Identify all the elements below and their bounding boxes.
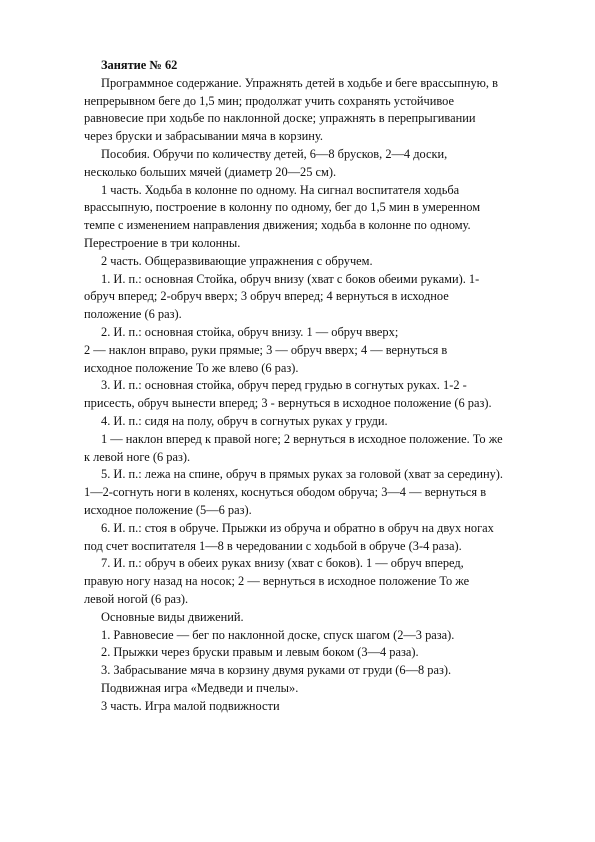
text-line: Перестроение в три колонны. bbox=[84, 235, 241, 250]
text-line: 2. Прыжки через бруски правым и левым боком (3—4 раза). bbox=[101, 645, 419, 660]
text-line: 1. И. п.: основная Стойка, обруч внизу (хват с боков обеими руками). 1- bbox=[101, 271, 480, 286]
text-line: присесть, обруч вынести вперед; 3 - вернуться в исходное положение (6 раз). bbox=[84, 396, 492, 411]
text-line: 2 часть. Общеразвивающие упражнения с обручем. bbox=[101, 253, 373, 268]
text-line: 1 часть. Ходьба в колонне по одному. На сигнал воспитателя ходьба bbox=[101, 182, 460, 197]
document-body bbox=[84, 57, 550, 715]
text-line: Подвижная игра «Медведи и пчелы». bbox=[101, 680, 299, 695]
text-line: 3. И. п.: основная стойка, обруч перед грудью в согнутых руках. 1-2 - bbox=[101, 378, 467, 393]
text-line: через бруски и забрасывании мяча в корзину. bbox=[84, 129, 323, 144]
text-line: Пособия. Обручи по количеству детей, 6—8 брусков, 2—4 доски, bbox=[101, 146, 448, 161]
text-line: несколько больших мячей (диаметр 20—25 см). bbox=[84, 164, 337, 179]
text-line: 3. Забрасывание мяча в корзину двумя руками от груди (6—8 раз). bbox=[101, 663, 452, 678]
text-line: обруч вперед; 2-обруч вверх; 3 обруч вперед; 4 вернуться в исходное bbox=[84, 289, 449, 304]
text-line: исходное положение (5—6 раз). bbox=[84, 502, 252, 517]
text-line: 7. И. п.: обруч в обеих руках внизу (хват с боков). 1 — обруч вперед, bbox=[101, 556, 464, 571]
text-line: под счет воспитателя 1—8 в чередовании с ходьбой в обруче (3-4 раза). bbox=[84, 538, 462, 553]
text-line: 5. И. п.: лежа на спине, обруч в прямых руках за головой (хват за середину). bbox=[101, 467, 504, 482]
text-line: 4. И. п.: сидя на полу, обруч в согнутых руках у груди. bbox=[101, 413, 388, 428]
text-line: положение (6 раз). bbox=[84, 307, 182, 322]
document-title: Занятие № 62 bbox=[101, 58, 178, 72]
text-line: равновесие при ходьбе по наклонной доске; упражнять в перепрыгивании bbox=[84, 111, 476, 126]
text-line: 1 — наклон вперед к правой ноге; 2 вернуться в исходное положение. То же bbox=[101, 431, 503, 446]
text-line: 6. И. п.: стоя в обруче. Прыжки из обруча и обратно в обруч на двух ногах bbox=[101, 520, 494, 535]
text-line: врассыпную, построение в колонну по одному, бег до 1,5 мин в умеренном bbox=[84, 200, 481, 215]
text-line: правую ногу назад на носок; 2 — вернуться в исходное положение То же bbox=[84, 574, 470, 589]
text-line: темпе с изменением направления движения; ходьба в колонне по одному. bbox=[84, 218, 471, 233]
text-line: 1—2-согнуть ноги в коленях, коснуться ободом обруча; 3—4 — вернуться в bbox=[84, 485, 487, 500]
text-line: 1. Равновесие — бег по наклонной доске, спуск шагом (2—3 раза). bbox=[101, 627, 455, 642]
text-line: исходное положение То же влево (6 раз). bbox=[84, 360, 299, 375]
text-line: 3 часть. Игра малой подвижности bbox=[101, 698, 280, 713]
text-line: к левой ноге (6 раз). bbox=[84, 449, 191, 464]
text-line: Основные виды движений. bbox=[101, 609, 244, 624]
text-line: левой ногой (6 раз). bbox=[84, 591, 189, 606]
text-line: Программное содержание. Упражнять детей в ходьбе и беге врассыпную, в bbox=[101, 75, 498, 90]
text-line: 2. И. п.: основная стойка, обруч внизу. 1 — обруч вверх; bbox=[101, 324, 399, 339]
text-line: 2 — наклон вправо, руки прямые; 3 — обруч вверх; 4 — вернуться в bbox=[84, 342, 448, 357]
text-line: непрерывном беге до 1,5 мин; продолжат учить сохранять устойчивое bbox=[84, 93, 455, 108]
